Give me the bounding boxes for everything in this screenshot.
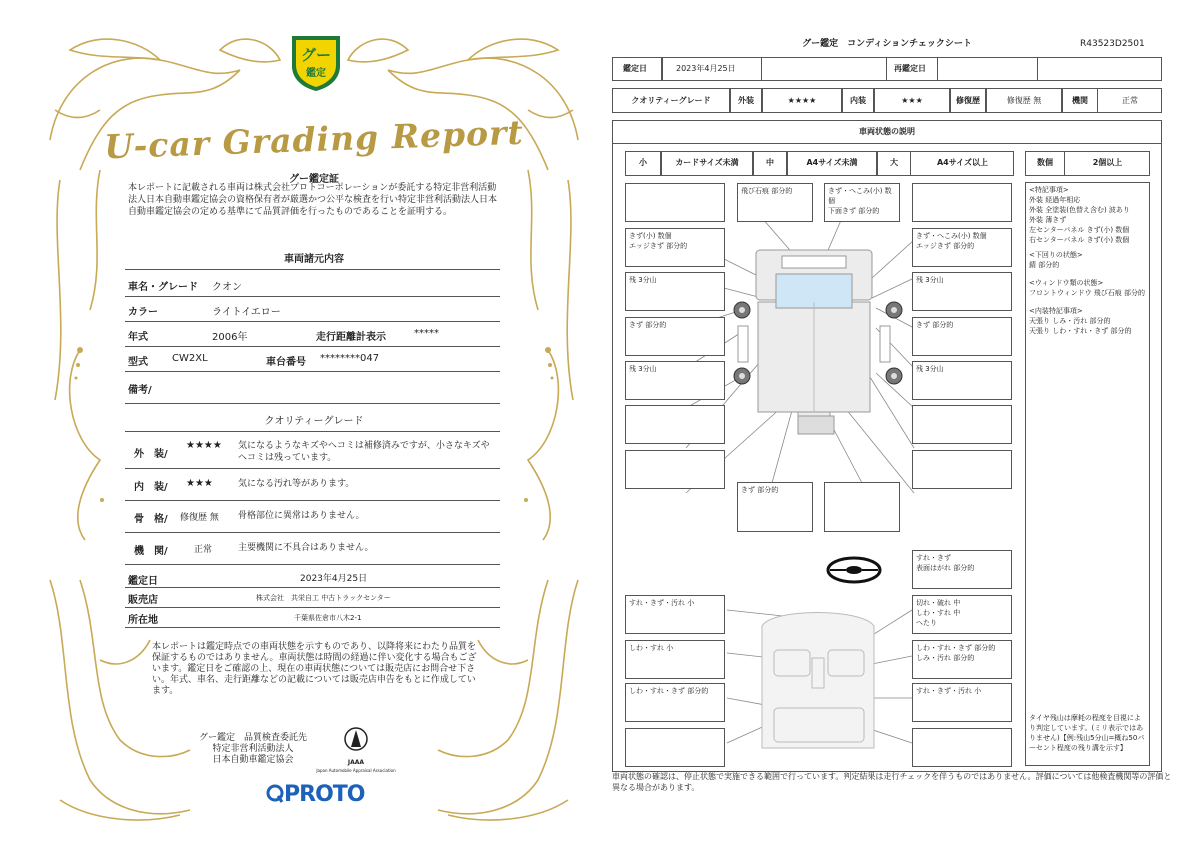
badge-text-bottom: 鑑定 — [306, 68, 326, 79]
note-box — [912, 228, 1012, 267]
list-item: 錆 部分的 — [1029, 261, 1060, 269]
divider — [125, 371, 500, 372]
note-text: しわ・すれ 中 — [916, 609, 961, 617]
note-text: 残 3分山 — [629, 365, 657, 373]
spec-name-value: クオン — [212, 282, 242, 293]
grade-exterior-value: ★★★★ — [787, 96, 817, 105]
association-line: グー鑑定 品質検査委託先 — [198, 733, 307, 743]
note-box — [912, 640, 1012, 679]
spec-year-label: 年式 — [128, 332, 148, 343]
divider — [125, 532, 500, 533]
note-text: 表面はがれ 部分的 — [916, 564, 975, 572]
quality-engine-desc: 主要機関に不具合はありません。 — [238, 543, 374, 553]
note-box — [625, 272, 725, 311]
note-text: 残 3分山 — [916, 276, 944, 284]
note-text: 下面きず 部分的 — [828, 207, 880, 215]
sheet-code: R43523D2501 — [1080, 39, 1145, 49]
note-text: すれ・きず — [916, 554, 951, 562]
badge-text-top: グー — [300, 46, 332, 64]
quality-exterior-desc: 気になるようなキズやヘコミは補修済みですが、小さなキズやヘコミは残っています。 — [238, 441, 490, 463]
spec-chassis-label: 車台番号 — [266, 357, 306, 368]
sheet-date-label: 鑑定日 — [623, 64, 647, 73]
divider — [125, 321, 500, 322]
note-box — [912, 550, 1012, 589]
divider — [125, 431, 500, 432]
note-text: しわ・すれ・きず 部分的 — [916, 644, 996, 652]
quality-interior-label: 内 装/ — [134, 482, 168, 493]
cert-date-value: 2023年4月25日 — [300, 574, 368, 584]
note-box — [625, 728, 725, 767]
spec-year-value: 2006年 — [212, 332, 248, 343]
note-text: しみ・汚れ 部分的 — [916, 654, 975, 662]
list-item: 天張り しみ・汚れ 部分的 — [1029, 317, 1111, 325]
note-box — [625, 640, 725, 679]
association-line: 特定非営利活動法人 — [212, 744, 294, 754]
note-box — [625, 361, 725, 400]
certificate-statement: 本レポートに記載される車両は株式会社プロトコーポレーションが委託する特定非営利活動法人日本自動車鑑定協会の資格保有者が厳選かつ公平な検査を行い特定非営利活動法人日本自動車鑑定協会の定める基準にて品質評価を行ったものであることを証明する。 — [128, 183, 498, 217]
spec-color-label: カラー — [128, 307, 158, 318]
quality-exterior-stars: ★★★★ — [186, 440, 222, 451]
note-box — [912, 183, 1012, 222]
note-text: 飛び石痕 部分的 — [741, 187, 793, 195]
spec-chassis-value: ********047 — [320, 353, 380, 364]
note-text: きず 部分的 — [916, 321, 954, 329]
note-box — [912, 450, 1012, 489]
note-box — [625, 228, 725, 267]
note-text: きず・へこみ(小) 数個 — [828, 187, 892, 205]
note-box — [737, 183, 813, 222]
note-text: しわ・すれ 小 — [629, 644, 674, 652]
cell — [1037, 57, 1162, 81]
goo-kantei-badge — [288, 30, 344, 92]
jaaa-logo — [316, 727, 396, 773]
cert-address-label: 所在地 — [128, 615, 158, 626]
jaaa-label: JAAA — [347, 759, 365, 766]
association-name — [178, 733, 328, 766]
list-item: 右センターパネル きず(小) 数個 — [1029, 236, 1130, 244]
certificate-disclaimer: 本レポートは鑑定時点での車両状態を示すものであり、以降将来にわたり品質を保証するものではありません。車両状態は時間の経過に伴い変化する場合もございます。鑑定日をご確認の上、現在の車両状態については販売店にお問合せ下さい。年式、車名、走行距離などの記載については販売店申告をもとに作成しています。 — [152, 642, 477, 696]
list-item: 天張り しわ・すれ・きず 部分的 — [1029, 327, 1132, 335]
note-text: きず 部分的 — [629, 321, 667, 329]
note-text: きず・へこみ(小) 数個 — [916, 232, 987, 240]
sheet-date-value: 2023年4月25日 — [676, 64, 736, 73]
special-notes-panel — [1025, 182, 1150, 766]
list-item: 外装 経過年相応 — [1029, 196, 1081, 204]
cert-address-value: 千葉県佐倉市八木2-1 — [294, 614, 362, 622]
list-item: 左センターパネル きず(小) 数個 — [1029, 226, 1130, 234]
note-box — [737, 482, 813, 532]
sheet-title: グー鑑定 コンディションチェックシート — [802, 39, 972, 49]
certificate-subtitle: グー鑑定証 — [289, 174, 339, 185]
list-item — [1029, 270, 1146, 278]
list-item: フロントウィンドウ 飛び石痕 部分的 — [1029, 289, 1146, 297]
note-text: しわ・すれ・きず 部分的 — [629, 687, 709, 695]
note-text: へたり — [916, 619, 937, 627]
grade-engine-label: 機関 — [1072, 96, 1088, 105]
note-box — [912, 272, 1012, 311]
note-text: 残 3分山 — [916, 365, 944, 373]
list-item: 外装 全塗装(色替え含む) 波あり — [1029, 206, 1130, 214]
grade-label: クオリティーグレード — [631, 96, 711, 105]
note-box — [912, 361, 1012, 400]
spec-name-label: 車名・グレード — [128, 282, 198, 293]
condition-title: 車両状態の説明 — [859, 127, 915, 136]
grade-engine-value: 正常 — [1122, 96, 1138, 105]
grade-interior-label: 内装 — [850, 96, 866, 105]
legend-large-desc: A4サイズ以上 — [936, 158, 989, 167]
grade-repair-label: 修復歴 — [956, 96, 980, 105]
note-box — [912, 595, 1012, 634]
spec-section-title: 車両諸元内容 — [284, 254, 344, 265]
note-box — [912, 683, 1012, 722]
note-box — [824, 183, 900, 222]
proto-wordmark: PROTO — [284, 782, 365, 807]
cert-shop-value: 株式会社 共栄自工 中古トラックセンター — [256, 594, 391, 602]
note-box — [912, 728, 1012, 767]
spec-mileage-label: 走行距離計表示 — [316, 332, 386, 343]
list-item: <特記事項> — [1029, 186, 1069, 194]
association-line: 日本自動車鑑定協会 — [212, 755, 294, 765]
legend-large: 大 — [890, 158, 898, 167]
note-box — [625, 450, 725, 489]
grade-repair-value: 修復歴 無 — [1006, 96, 1042, 105]
divider — [125, 587, 500, 588]
legend-small: 小 — [639, 158, 647, 167]
quality-frame-desc: 骨格部位に異常はありません。 — [238, 511, 365, 521]
sheet-footer: 車両状態の確認は、停止状態で実施できる範囲で行っています。判定結果は走行チェックを伴うものではありません。評価については他検査機関等の評価と異なる場合があります。 — [612, 772, 1172, 792]
note-text: すれ・きず・汚れ 小 — [916, 687, 982, 695]
note-box — [625, 183, 725, 222]
list-item: <下回りの状態> — [1029, 251, 1083, 259]
quality-frame-label: 骨 格/ — [134, 514, 168, 525]
note-text: 切れ・破れ 中 — [916, 599, 961, 607]
cert-date-label: 鑑定日 — [128, 576, 158, 587]
note-box — [912, 317, 1012, 356]
tire-note: タイヤ残山は摩耗の程度を目視により判定しています。(ミリ表示ではありません)【例:残山5分山=概ね50パーセント程度の残り溝を示す】 — [1029, 714, 1145, 752]
note-box — [625, 405, 725, 444]
spec-color-value: ライトイエロー — [212, 307, 281, 318]
note-text: すれ・きず・汚れ 小 — [629, 599, 695, 607]
legend-count-desc: 2個以上 — [1092, 158, 1123, 167]
legend-count: 数個 — [1037, 158, 1053, 167]
certificate-title: U-car Grading Report — [103, 112, 525, 167]
note-box — [625, 595, 725, 634]
list-item — [1029, 298, 1146, 306]
quality-engine-label: 機 関/ — [134, 546, 168, 557]
divider — [125, 564, 500, 565]
quality-section-title: クオリティーグレード — [264, 416, 364, 427]
quality-engine-value: 正常 — [194, 545, 213, 555]
sheet-reinspect-label: 再鑑定日 — [894, 64, 926, 73]
note-box — [824, 482, 900, 532]
legend-mid: 中 — [766, 158, 774, 167]
grade-interior-value: ★★★ — [901, 96, 923, 105]
spec-remarks-label: 備考/ — [128, 385, 152, 396]
note-text: エッジきず 部分的 — [629, 242, 688, 250]
jaaa-emblem-icon — [343, 727, 369, 755]
list-item: 外装 薄きず — [1029, 216, 1067, 224]
proto-logo — [266, 782, 376, 807]
divider — [125, 607, 500, 608]
grade-exterior-label: 外装 — [738, 96, 754, 105]
cert-shop-label: 販売店 — [128, 595, 158, 606]
steering-wheel-icon — [828, 558, 880, 582]
divider — [125, 500, 500, 501]
list-item: <内装特記事項> — [1029, 307, 1083, 315]
list-item: <ウィンドウ類の状態> — [1029, 279, 1104, 287]
spec-model-label: 型式 — [128, 357, 148, 368]
note-text: エッジきず 部分的 — [916, 242, 975, 250]
legend-mid-desc: A4サイズ未満 — [806, 158, 858, 167]
note-text: きず 部分的 — [741, 486, 779, 494]
spec-model-value: CW2XL — [172, 353, 208, 364]
quality-exterior-label: 外 装/ — [134, 449, 168, 460]
quality-interior-desc: 気になる汚れ等があります。 — [238, 479, 355, 489]
legend-small-desc: カードサイズ未満 — [675, 158, 739, 167]
spec-mileage-value: ***** — [414, 328, 439, 339]
note-box — [625, 317, 725, 356]
note-box — [625, 683, 725, 722]
divider — [125, 403, 500, 404]
jaaa-subtext: Japan Automobile Appraisal Association — [316, 768, 396, 773]
divider — [125, 627, 500, 628]
divider — [125, 296, 500, 297]
divider — [125, 468, 500, 469]
divider — [125, 346, 500, 347]
divider — [125, 269, 500, 270]
note-text: きず(小) 数個 — [629, 232, 672, 240]
note-box — [912, 405, 1012, 444]
quality-interior-stars: ★★★ — [186, 478, 213, 489]
note-text: 残 3分山 — [629, 276, 657, 284]
proto-mark-icon — [266, 784, 284, 804]
grading-certificate — [40, 20, 588, 828]
quality-frame-value: 修復歴 無 — [180, 513, 219, 523]
